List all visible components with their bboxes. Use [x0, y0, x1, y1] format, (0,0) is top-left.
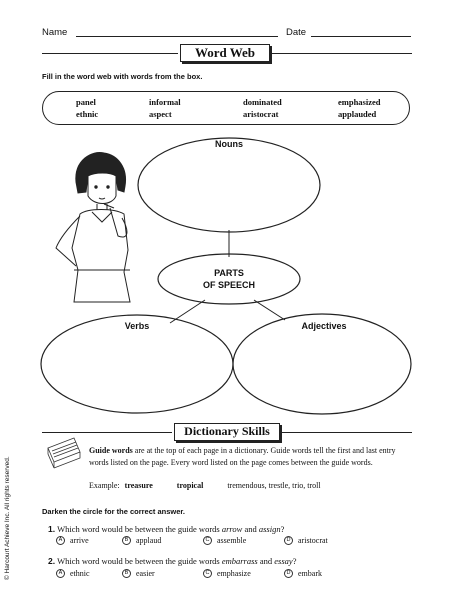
name-label: Name	[42, 27, 68, 38]
nouns-answer-area[interactable]	[160, 155, 300, 219]
copyright-notice: © Harcourt Achieve Inc. All rights reserved.	[4, 456, 11, 580]
nouns-label: Nouns	[215, 139, 243, 149]
answer-option[interactable]	[284, 536, 328, 545]
guide-word: arrow	[221, 524, 243, 534]
word-box-item: aspect	[149, 109, 172, 119]
dictionary-instruction: Darken the circle for the correct answer.	[42, 507, 185, 516]
question-text: ?	[280, 524, 285, 534]
guide-word: embarrass	[221, 556, 258, 566]
word-box-item: ethnic	[76, 109, 99, 119]
option-text: ethnic	[70, 569, 90, 578]
answer-bubble[interactable]: D	[284, 536, 293, 545]
question-number: 1.	[48, 524, 56, 534]
example-label: Example:	[89, 481, 120, 490]
word-web-instruction: Fill in the word web with words from the box.	[42, 72, 203, 81]
answer-bubble[interactable]: A	[56, 569, 65, 578]
question-1	[48, 524, 284, 534]
example-first-guide-word: treasure	[124, 481, 153, 490]
guide-words-term: Guide words	[89, 446, 133, 455]
guide-word: assign	[258, 524, 281, 534]
question-text: and	[242, 524, 259, 534]
option-text: applaud	[136, 536, 162, 545]
example-last-guide-word: tropical	[176, 481, 204, 490]
book-icon	[48, 438, 80, 468]
example-words: tremendous, trestle, trio, troll	[227, 481, 321, 490]
dictionary-skills-title: Dictionary Skills	[174, 423, 280, 441]
answer-bubble[interactable]: B	[122, 536, 131, 545]
section-rule-right	[282, 432, 412, 433]
guide-word: essay	[274, 556, 293, 566]
option-text: embark	[298, 569, 322, 578]
answer-option[interactable]	[203, 536, 246, 545]
answer-option[interactable]	[56, 536, 89, 545]
word-box-item: panel	[76, 97, 96, 107]
option-text: emphasize	[217, 569, 251, 578]
date-label: Date	[286, 27, 307, 38]
option-text: arrive	[70, 536, 89, 545]
center-label-line2: OF SPEECH	[202, 280, 255, 290]
guide-words-text: are at the top of each page in a dictionary. Guide words tell the first and last entry words listed on the page. Every word listed on the page comes between the guide words.	[89, 446, 396, 467]
answer-option[interactable]	[284, 569, 322, 578]
question-text: Which word would be between the guide words	[55, 524, 222, 534]
question-2	[48, 556, 296, 566]
answer-bubble[interactable]: C	[203, 569, 212, 578]
question-text: and	[257, 556, 275, 566]
word-box-item: informal	[149, 97, 181, 107]
section-rule-left	[42, 432, 172, 433]
center-label-line1: PARTS	[214, 268, 244, 278]
word-web-title: Word Web	[180, 44, 270, 62]
answer-bubble[interactable]: A	[56, 536, 65, 545]
girl-illustration	[56, 152, 130, 302]
option-text: aristocrat	[298, 536, 328, 545]
word-box-item: aristocrat	[243, 109, 279, 119]
question-number: 2.	[48, 556, 56, 566]
question-text: Which word would be between the guide words	[55, 556, 222, 566]
answer-option[interactable]	[56, 569, 90, 578]
answer-bubble[interactable]: C	[203, 536, 212, 545]
answer-option[interactable]	[122, 536, 161, 545]
verbs-label: Verbs	[124, 321, 150, 331]
word-box-item: applauded	[338, 109, 377, 119]
example-row	[89, 481, 321, 490]
center-oval	[158, 254, 300, 304]
answer-option[interactable]	[122, 569, 155, 578]
answer-bubble[interactable]: D	[284, 569, 293, 578]
adjectives-label: Adjectives	[301, 321, 347, 331]
verbs-answer-area[interactable]	[60, 335, 220, 405]
connector-line	[170, 300, 205, 323]
word-box-item: dominated	[243, 97, 282, 107]
answer-bubble[interactable]: B	[122, 569, 131, 578]
connector-line	[254, 300, 285, 320]
adjectives-answer-area[interactable]	[250, 335, 400, 405]
guide-words-paragraph	[89, 445, 411, 469]
question-text: ?	[292, 556, 297, 566]
option-text: easier	[136, 569, 155, 578]
option-text: assemble	[217, 536, 247, 545]
word-box-item: emphasized	[338, 97, 381, 107]
answer-option[interactable]	[203, 569, 251, 578]
